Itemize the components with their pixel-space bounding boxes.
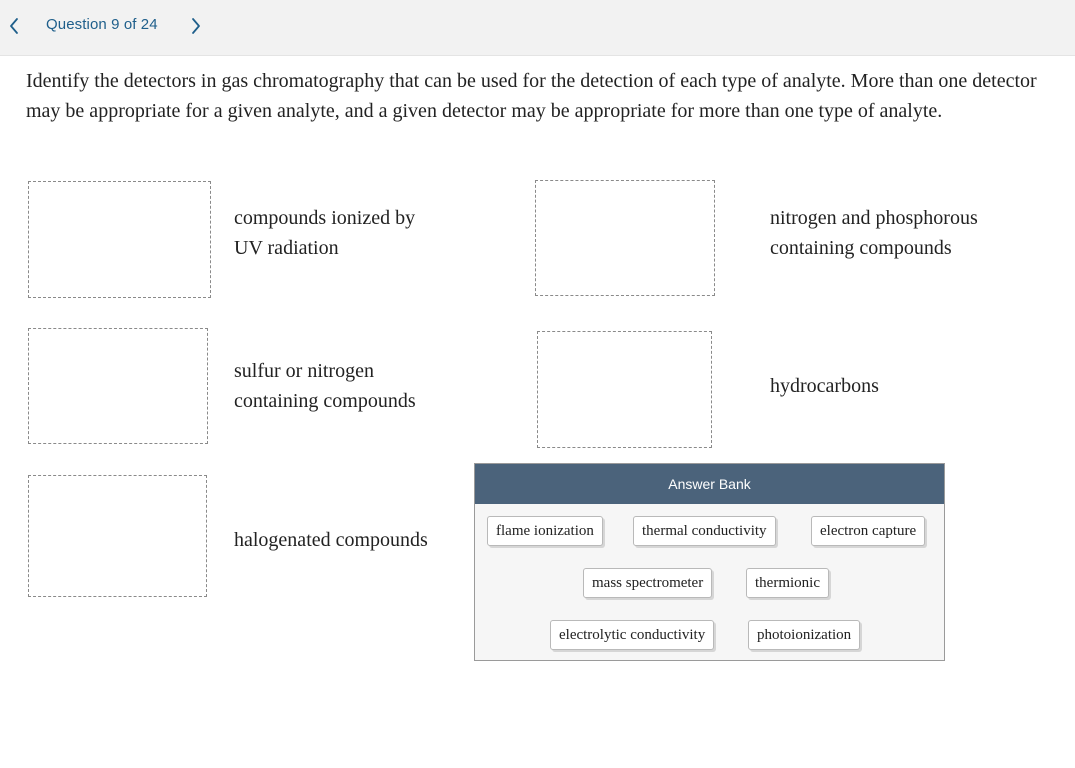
next-question-button[interactable]	[185, 14, 207, 38]
analyte-label-nitrogen-phosphorous	[770, 203, 978, 263]
chevron-left-icon	[8, 17, 20, 35]
drop-zone-sulfur-nitrogen[interactable]	[28, 328, 208, 444]
analyte-label-halogenated: halogenated compounds	[234, 529, 428, 551]
answer-chip-flame-ionization[interactable]: flame ionization	[487, 516, 603, 546]
analyte-label-line: compounds ionized by	[234, 207, 416, 229]
answer-bank-title: Answer Bank	[475, 464, 944, 504]
drop-zone-uv-ionized[interactable]	[28, 181, 211, 298]
analyte-label-line: UV radiation	[234, 237, 339, 259]
answer-chip-thermionic[interactable]: thermionic	[746, 568, 829, 598]
answer-chip-thermal-conductivity[interactable]: thermal conductivity	[633, 516, 776, 546]
answer-bank	[474, 463, 945, 661]
answer-chip-electrolytic-conductivity[interactable]: electrolytic conductivity	[550, 620, 714, 650]
top-navigation-bar	[0, 0, 1075, 56]
answer-chip-electron-capture[interactable]: electron capture	[811, 516, 925, 546]
drop-zone-halogenated[interactable]	[28, 475, 207, 597]
analyte-label-hydrocarbons: hydrocarbons	[770, 375, 879, 397]
analyte-label-line: sulfur or nitrogen	[234, 360, 374, 382]
analyte-label-uv-ionized	[234, 203, 415, 263]
analyte-label-line: nitrogen and phosphorous	[770, 207, 978, 229]
answer-chip-mass-spectrometer[interactable]: mass spectrometer	[583, 568, 712, 598]
answer-chip-photoionization[interactable]: photoionization	[748, 620, 860, 650]
question-prompt: Identify the detectors in gas chromatography that can be used for the detection of each type of analyte. More than one detector may be appropriate for a given analyte, and a given detector may be appropriate for more than one type of analyte.	[26, 70, 1037, 122]
drop-zone-hydrocarbons[interactable]	[537, 331, 712, 448]
analyte-label-line: containing compounds	[770, 237, 952, 259]
drop-zone-nitrogen-phosphorous[interactable]	[535, 180, 715, 296]
chevron-right-icon	[190, 17, 202, 35]
analyte-label-line: containing compounds	[234, 390, 416, 412]
previous-question-button[interactable]	[3, 14, 25, 38]
analyte-label-sulfur-nitrogen	[234, 356, 416, 416]
question-counter: Question 9 of 24	[46, 16, 158, 33]
